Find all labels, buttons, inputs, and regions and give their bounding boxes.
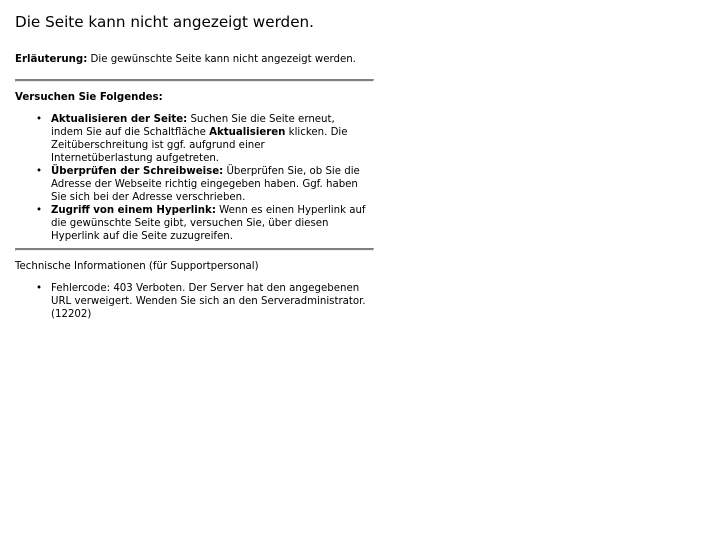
divider xyxy=(15,79,374,82)
bullet: • xyxy=(36,166,43,177)
explanation-text: Die gewünschte Seite kann nicht angezeigt werden. xyxy=(87,54,356,65)
suggestion-title: Aktualisieren der Seite: xyxy=(51,114,188,125)
suggestion-title: Zugriff von einem Hyperlink: xyxy=(51,205,216,216)
suggestion-refresh xyxy=(0,113,369,165)
suggestion-check-spelling xyxy=(0,165,369,204)
explanation-label: Erläuterung: xyxy=(15,54,88,65)
bullet: • xyxy=(36,283,43,294)
suggestion-text: Wenn es einen Hyperlink auf die gewünschte Seite gibt, versuchen Sie, über diesen Hyperlink auf die Seite zuzugreifen. xyxy=(51,205,366,242)
suggestion-hyperlink xyxy=(0,204,369,243)
refresh-button-reference: Aktualisieren xyxy=(209,127,286,138)
bullet: • xyxy=(36,205,43,216)
suggestions-heading: Versuchen Sie Folgendes: xyxy=(15,92,163,103)
suggestion-title: Überprüfen der Schreibweise: xyxy=(51,166,224,177)
bullet: • xyxy=(36,114,43,125)
technical-info-list xyxy=(0,282,369,321)
divider xyxy=(15,248,374,251)
suggestions-list xyxy=(0,113,369,243)
error-code-item xyxy=(0,282,369,321)
suggestion-text: klicken. Die Zeitüberschreitung ist ggf. aufgrund einer Internetüberlastung aufgetreten. xyxy=(51,127,348,164)
page-title: Die Seite kann nicht angezeigt werden. xyxy=(15,13,314,31)
suggestion-text: Überprüfen Sie, ob Sie die Adresse der Webseite richtig eingegeben haben. Ggf. haben Sie sich bei der Adresse verschrieben. xyxy=(51,166,360,203)
technical-info-heading: Technische Informationen (für Supportpersonal) xyxy=(15,261,259,272)
error-code-text: Fehlercode: 403 Verboten. Der Server hat den angegebenen URL verweigert. Wenden Sie sich an den Serveradministrator. (12202) xyxy=(51,283,366,320)
explanation xyxy=(15,53,415,66)
suggestion-text: Suchen Sie die Seite erneut, indem Sie auf die Schaltfläche xyxy=(51,114,335,138)
